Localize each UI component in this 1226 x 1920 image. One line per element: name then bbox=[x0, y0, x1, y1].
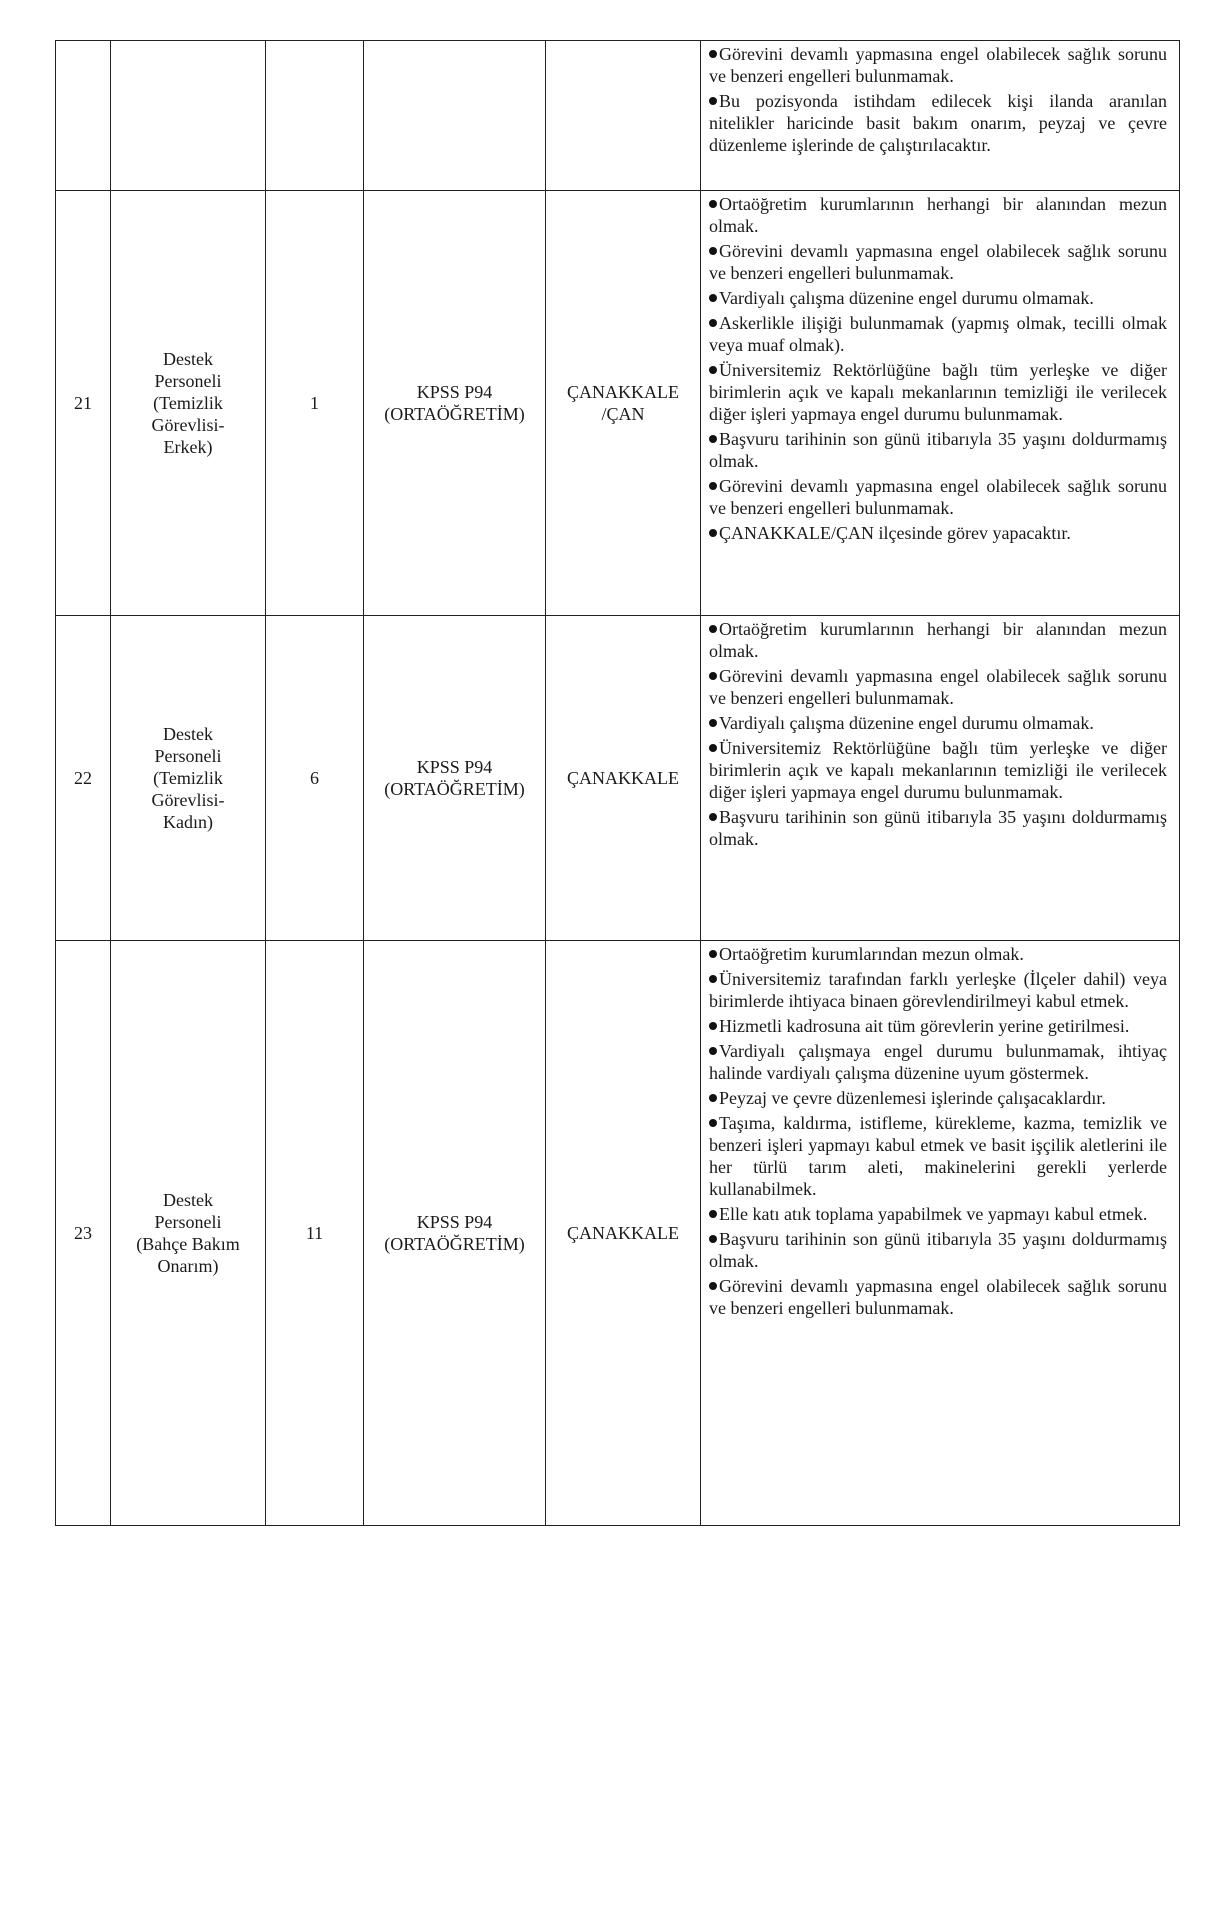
position-count: 11 bbox=[266, 941, 364, 1526]
position-count: 1 bbox=[266, 191, 364, 616]
requirement-item: Üniversitemiz Rektörlüğüne bağlı tüm yerleşke ve diğer birimlerin açık ve kapalı mekanlarının temizliği ile verilecek diğer işleri yapmaya engel durumu bulunmamak. bbox=[709, 738, 1167, 802]
requirement-item: Görevini devamlı yapmasına engel olabilecek sağlık sorunu ve benzeri engelleri bulunmamak. bbox=[709, 476, 1167, 518]
row-number: 22 bbox=[56, 616, 111, 941]
requirement-item: Görevini devamlı yapmasına engel olabilecek sağlık sorunu ve benzeri engelleri bulunmamak. bbox=[709, 241, 1167, 283]
requirement-item: Görevini devamlı yapmasına engel olabilecek sağlık sorunu ve benzeri engelleri bulunmamak. bbox=[709, 44, 1167, 86]
row-number bbox=[56, 41, 111, 191]
position-count bbox=[266, 41, 364, 191]
requirement-item: Başvuru tarihinin son günü itibarıyla 35 yaşını doldurmamış olmak. bbox=[709, 807, 1167, 849]
requirement-item: Ortaöğretim kurumlarından mezun olmak. bbox=[709, 943, 1167, 965]
position-title: Destek Personeli (Temizlik Görevlisi- Erkek) bbox=[111, 191, 266, 616]
requirement-item: Peyzaj ve çevre düzenlemesi işlerinde çalışacaklardır. bbox=[709, 1087, 1167, 1109]
requirement-item: Başvuru tarihinin son günü itibarıyla 35 yaşını doldurmamış olmak. bbox=[709, 429, 1167, 471]
table-row bbox=[56, 191, 1180, 616]
document-page bbox=[55, 40, 1179, 1526]
exam-type: KPSS P94 (ORTAÖĞRETİM) bbox=[364, 616, 546, 941]
requirement-item: Vardiyalı çalışmaya engel durumu bulunmamak, ihtiyaç halinde vardiyalı çalışma düzenine uyum göstermek. bbox=[709, 1041, 1167, 1083]
requirement-item: Üniversitemiz Rektörlüğüne bağlı tüm yerleşke ve diğer birimlerin açık ve kapalı mekanlarının temizliği ile verilecek diğer işleri yapmaya engel durumu bulunmamak. bbox=[709, 360, 1167, 424]
position-title bbox=[111, 41, 266, 191]
work-location: ÇANAKKALE /ÇAN bbox=[546, 191, 701, 616]
work-location: ÇANAKKALE bbox=[546, 941, 701, 1526]
requirement-item: ÇANAKKALE/ÇAN ilçesinde görev yapacaktır. bbox=[709, 522, 1167, 544]
exam-type: KPSS P94 (ORTAÖĞRETİM) bbox=[364, 191, 546, 616]
position-table bbox=[55, 40, 1180, 1526]
requirements bbox=[701, 941, 1180, 1526]
exam-type: KPSS P94 (ORTAÖĞRETİM) bbox=[364, 941, 546, 1526]
position-count: 6 bbox=[266, 616, 364, 941]
requirement-item: Ortaöğretim kurumlarının herhangi bir alanından mezun olmak. bbox=[709, 619, 1167, 661]
table-row bbox=[56, 41, 1180, 191]
requirement-item: Üniversitemiz tarafından farklı yerleşke (İlçeler dahil) veya birimlerde ihtiyaca binaen görevlendirilmeyi kabul etmek. bbox=[709, 969, 1167, 1011]
work-location: ÇANAKKALE bbox=[546, 616, 701, 941]
requirements bbox=[701, 41, 1180, 191]
row-number: 23 bbox=[56, 941, 111, 1526]
requirement-item: Hizmetli kadrosuna ait tüm görevlerin yerine getirilmesi. bbox=[709, 1015, 1167, 1037]
requirement-item: Vardiyalı çalışma düzenine engel durumu olmamak. bbox=[709, 287, 1167, 309]
requirement-item: Askerlikle ilişiği bulunmamak (yapmış olmak, tecilli olmak veya muaf olmak). bbox=[709, 313, 1167, 355]
requirement-item: Bu pozisyonda istihdam edilecek kişi ilanda aranılan nitelikler haricinde basit bakım onarım, peyzaj ve çevre düzenleme işlerinde de çalıştırılacaktır. bbox=[709, 91, 1167, 155]
row-number: 21 bbox=[56, 191, 111, 616]
requirement-item: Elle katı atık toplama yapabilmek ve yapmayı kabul etmek. bbox=[709, 1203, 1167, 1225]
requirement-item: Ortaöğretim kurumlarının herhangi bir alanından mezun olmak. bbox=[709, 194, 1167, 236]
requirement-item: Vardiyalı çalışma düzenine engel durumu olmamak. bbox=[709, 712, 1167, 734]
position-title: Destek Personeli (Bahçe Bakım Onarım) bbox=[111, 941, 266, 1526]
table-row bbox=[56, 941, 1180, 1526]
position-title: Destek Personeli (Temizlik Görevlisi- Kadın) bbox=[111, 616, 266, 941]
work-location bbox=[546, 41, 701, 191]
requirement-item: Taşıma, kaldırma, istifleme, kürekleme, kazma, temizlik ve benzeri işleri yapmayı kabul etmek ve basit işçilik aletlerini ile her türlü tarım aleti, makinelerini gerekli yerlerde kullanabilmek. bbox=[709, 1113, 1167, 1199]
requirements bbox=[701, 191, 1180, 616]
requirement-item: Görevini devamlı yapmasına engel olabilecek sağlık sorunu ve benzeri engelleri bulunmamak. bbox=[709, 666, 1167, 708]
exam-type bbox=[364, 41, 546, 191]
requirements bbox=[701, 616, 1180, 941]
requirement-item: Başvuru tarihinin son günü itibarıyla 35 yaşını doldurmamış olmak. bbox=[709, 1229, 1167, 1271]
requirement-item: Görevini devamlı yapmasına engel olabilecek sağlık sorunu ve benzeri engelleri bulunmamak. bbox=[709, 1276, 1167, 1318]
table-row bbox=[56, 616, 1180, 941]
